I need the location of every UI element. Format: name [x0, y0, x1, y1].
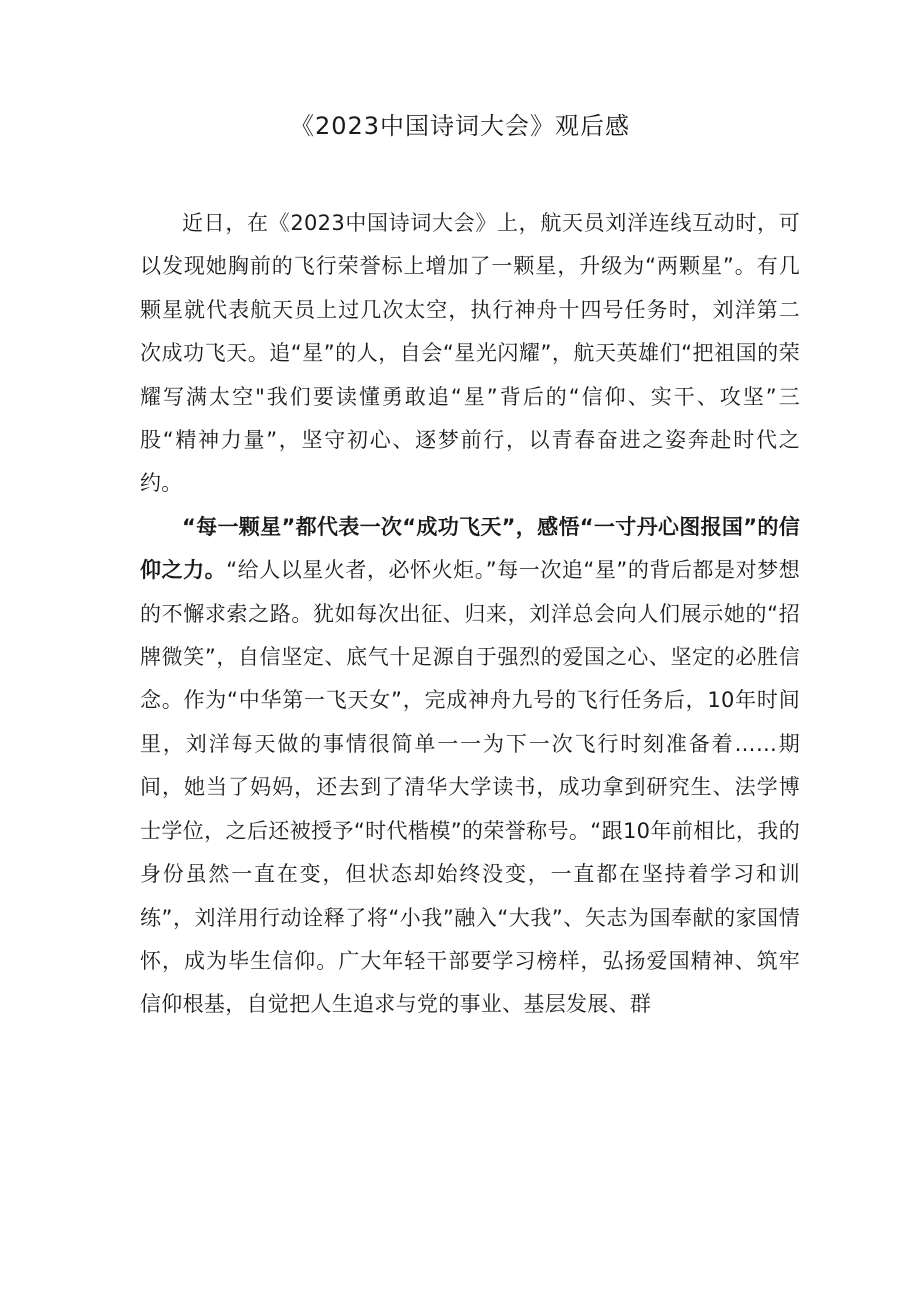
paragraph-1-text: 近日，在《2023中国诗词大会》上，航天员刘洋连线互动时，可以发现她胸前的飞行荣誉标上增加了一颗星，升级为“两颗星”。有几颗星就代表航天员上过几次太空，执行神舟十四号任务时，刘洋第二次成功飞天。追“星”的人，自会“星光闪耀”，航天英雄们“把祖国的荣耀写满太空"我们要读懂勇敢追“星”背后的“信仰、实干、攻坚”三股“精神力量”，坚守初心、逐梦前行，以青春奋进之姿奔赴时代之约。 — [140, 211, 800, 496]
document-body — [140, 202, 800, 1027]
paragraph-2-text: “给人以星火者，必怀火炬。”每一次追“星”的背后都是对梦想的不懈求索之路。犹如每次出征、归来，刘洋总会向人们展示她的“招牌微笑”，自信坚定、底气十足源自于强烈的爱国之心、坚定的必胜信念。作为“中华第一飞天女”，完成神舟九号的飞行任务后，10年时间里，刘洋每天做的事情很简单一一为下一次飞行时刻准备着……期间，她当了妈妈，还去到了清华大学读书，成功拿到研究生、法学博士学位，之后还被授予“时代楷模”的荣誉称号。“跟10年前相比，我的身份虽然一直在变，但状态却始终没变，一直都在坚持着学习和训练”，刘洋用行动诠释了将“小我”融入“大我”、矢志为国奉献的家国情怀，成为毕生信仰。广大年轻干部要学习榜样，弘扬爱国精神、筑牢信仰根基，自觉把人生追求与党的事业、基层发展、群 — [140, 558, 801, 1017]
paragraph-1 — [140, 202, 800, 506]
document-title: 《2023中国诗词大会》观后感 — [289, 112, 631, 140]
paragraph-2-lead: “每一颗星”都代表一次“成功飞天”，感悟“一寸丹心图报国”的信仰之力。 — [140, 514, 800, 583]
paragraph-2 — [140, 506, 800, 1027]
